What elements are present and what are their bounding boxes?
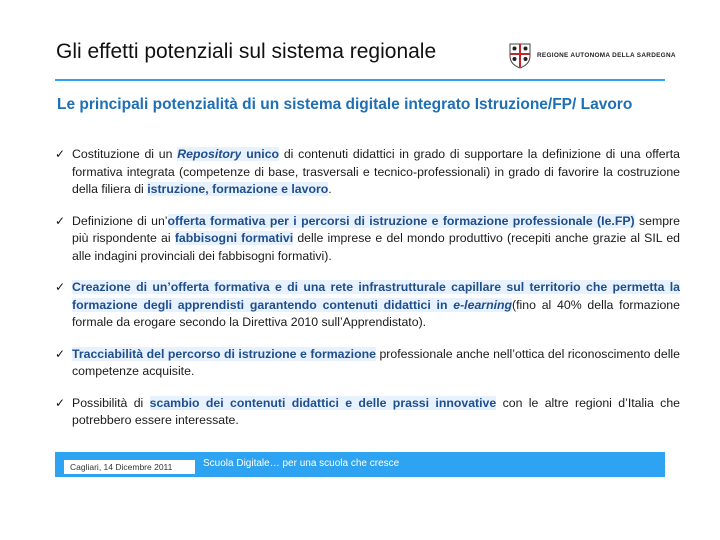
bullet-text: di contenuti didattici in grado di supportare la definizione di una offerta formativa integrata (competenze di base, trasversali e tecnico-professionali) in grado di favorire la costruzione della filiera di <box>72 147 680 196</box>
logo-text: REGIONE AUTONOMA DELLA SARDEGNA <box>537 52 676 59</box>
bullet-text: sempre più rispondente ai <box>72 213 680 245</box>
footer-bar <box>55 452 665 477</box>
footer-date: Cagliari, 14 Dicembre 2011 <box>64 460 195 474</box>
bullet-highlight: Creazione di un’offerta formativa e di una rete infrastrutturale capillare sul territorio che permetta la formazione degli apprendisti garantendo contenuti didattici in <box>72 280 680 312</box>
bullet-text: con le altre regioni d’Italia che potrebbero essere interessate. <box>72 395 681 427</box>
bullet-text: Possibilità di <box>72 395 150 410</box>
bullet-text: (fino al 40% della formazione formale da erogare secondo la Direttiva 2010 sull’Apprendistato). <box>72 297 680 329</box>
slide-subtitle: Le principali potenzialità di un sistema digitale integrato Istruzione/FP/ Lavoro <box>57 96 633 113</box>
bullet-highlight: e-learning <box>453 297 513 312</box>
bullet-highlight: scambio dei contenuti didattici e delle prassi innovative <box>149 395 497 410</box>
footer-tagline: Scuola Digitale… per una scuola che cresce <box>203 458 400 469</box>
bullet-highlight: unico <box>241 147 280 161</box>
checkmark-icon: ✓ <box>55 395 66 410</box>
bullet-text: Definizione di un’ <box>72 213 168 228</box>
bullet-highlight: Repository <box>177 147 242 161</box>
checkmark-icon: ✓ <box>55 147 66 161</box>
bullet-text: delle imprese e del mondo produttivo (recepiti anche grazie al SIL ed alle indagini provinciali dei fabbisogni formativi). <box>72 231 680 263</box>
checkmark-icon: ✓ <box>55 213 66 228</box>
slide-title: Gli effetti potenziali sul sistema regionale <box>56 40 437 63</box>
sardinia-crest-icon <box>508 42 532 69</box>
region-logo <box>508 42 676 69</box>
bullet-text: professionale anche nell’ottica del riconoscimento delle competenze acquisite. <box>72 346 680 378</box>
checkmark-icon: ✓ <box>55 346 66 361</box>
bullet-item <box>55 146 680 199</box>
bullet-item <box>55 213 680 266</box>
bullet-item <box>55 395 680 430</box>
bullet-item <box>55 279 680 332</box>
checkmark-icon: ✓ <box>55 280 66 294</box>
title-divider <box>55 79 665 81</box>
bullet-highlight: Tracciabilità del percorso di istruzione e formazione <box>72 346 376 361</box>
bullet-highlight: istruzione, formazione e lavoro <box>147 182 329 196</box>
bullet-list <box>55 146 680 444</box>
bullet-highlight: offerta formativa per i percorsi di istruzione e formazione professionale (Ie.FP) <box>167 213 635 228</box>
bullet-text: . <box>328 182 332 196</box>
bullet-text: Costituzione di un <box>72 147 178 161</box>
bullet-item <box>55 346 680 381</box>
bullet-highlight: fabbisogni formativi <box>174 231 294 245</box>
